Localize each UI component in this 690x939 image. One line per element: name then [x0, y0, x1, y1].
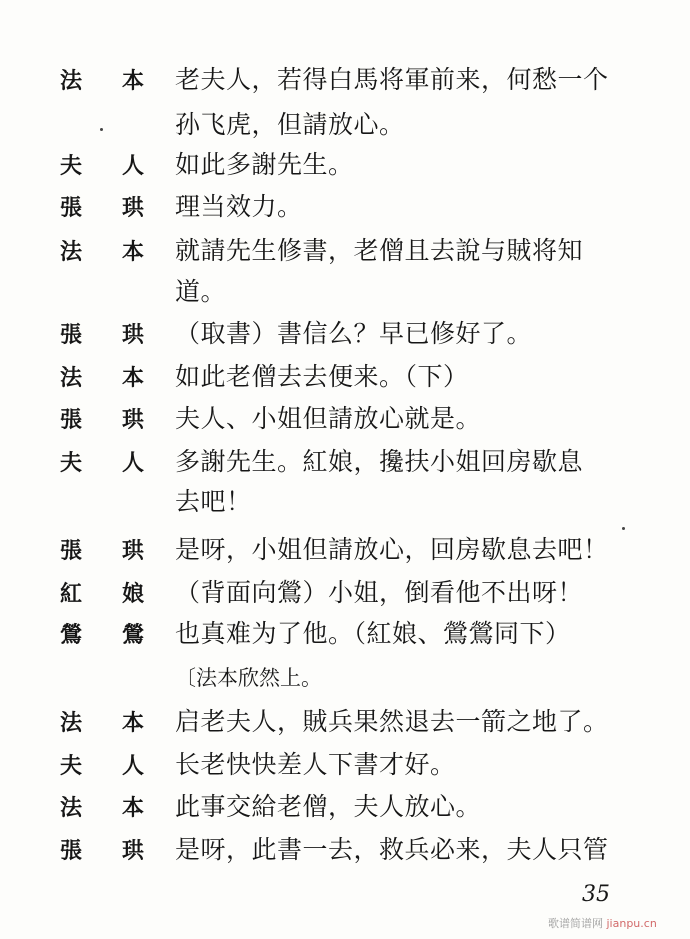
speaker-char-1: 張 — [60, 322, 83, 348]
speaker-char-2: 本 — [122, 710, 145, 736]
watermark-url: jianpu.cn — [606, 917, 657, 930]
dialogue-text: 道。 — [175, 277, 227, 306]
speaker-char-1: 夫 — [60, 450, 83, 476]
dialogue-text: 是呀，小姐但請放心，回房歇息去吧！ — [175, 535, 609, 564]
speaker-char-1: 鶯 — [60, 622, 83, 648]
dialogue-line — [0, 571, 690, 611]
speaker-char-2: 本 — [122, 795, 145, 821]
speaker-char-2: 本 — [122, 365, 145, 391]
speaker-char-2: 娘 — [122, 581, 145, 607]
dialogue-text: 就請先生修書，老僧且去說与賊将知 — [175, 236, 584, 265]
speaker-char-2: 珙 — [122, 838, 145, 864]
dialogue-line — [0, 270, 690, 310]
dialogue-line — [0, 185, 690, 225]
dialogue-text: 如此老僧去去便来。（下） — [175, 362, 469, 391]
print-speck — [100, 128, 103, 131]
speaker-char-2: 珙 — [122, 195, 145, 221]
speaker-char-2: 珙 — [122, 538, 145, 564]
dialogue-text: 启老夫人，賊兵果然退去一箭之地了。 — [175, 707, 609, 736]
speaker-char-1: 法 — [60, 68, 83, 94]
speaker-char-1: 張 — [60, 407, 83, 433]
dialogue-text: 是呀，此書一去，救兵必来，夫人只管 — [175, 835, 609, 864]
dialogue-line — [0, 103, 690, 143]
dialogue-text: 老夫人，若得白馬将軍前来，何愁一个 — [175, 65, 609, 94]
speaker-char-1: 張 — [60, 838, 83, 864]
print-speck — [622, 527, 625, 530]
dialogue-line — [0, 528, 690, 568]
dialogue-text: 长老快快差人下書才好。 — [175, 750, 456, 779]
speaker-char-1: 法 — [60, 710, 83, 736]
dialogue-text: （取書）書信么？早已修好了。 — [175, 319, 533, 348]
speaker-char-1: 法 — [60, 365, 83, 391]
dialogue-line — [0, 480, 690, 520]
dialogue-line — [0, 143, 690, 183]
dialogue-line — [0, 440, 690, 480]
dialogue-text: 去吧！ — [175, 487, 252, 516]
dialogue-text: 多謝先生。紅娘，攙扶小姐回房歇息 — [175, 447, 584, 476]
watermark — [548, 915, 657, 931]
speaker-char-2: 鶯 — [122, 622, 145, 648]
speaker-char-2: 珙 — [122, 407, 145, 433]
speaker-char-1: 張 — [60, 538, 83, 564]
speaker-char-1: 夫 — [60, 753, 83, 779]
dialogue-text: （背面向鶯）小姐，倒看他不出呀！ — [175, 578, 584, 607]
speaker-char-1: 張 — [60, 195, 83, 221]
dialogue-line — [0, 828, 690, 868]
dialogue-line — [0, 312, 690, 352]
dialogue-text: 如此多謝先生。 — [175, 150, 354, 179]
watermark-site: 歌谱简谱网 — [548, 917, 603, 930]
speaker-char-1: 法 — [60, 239, 83, 265]
stage-direction: 〔法本欣然上。 — [175, 666, 322, 690]
speaker-char-1: 紅 — [60, 581, 83, 607]
stage-direction-line — [0, 658, 690, 698]
dialogue-line — [0, 612, 690, 652]
speaker-char-2: 人 — [122, 153, 145, 179]
speaker-char-2: 人 — [122, 450, 145, 476]
page-number: 35 — [582, 882, 610, 907]
speaker-char-2: 人 — [122, 753, 145, 779]
dialogue-line — [0, 229, 690, 269]
dialogue-text: 理当效力。 — [175, 192, 303, 221]
dialogue-line — [0, 743, 690, 783]
dialogue-text: 此事交給老僧，夫人放心。 — [175, 792, 482, 821]
dialogue-text: 孙飞虎，但請放心。 — [175, 110, 405, 139]
dialogue-line — [0, 355, 690, 395]
dialogue-line — [0, 397, 690, 437]
dialogue-text: 也真难为了他。（紅娘、鶯鶯同下） — [175, 619, 571, 648]
speaker-char-2: 本 — [122, 239, 145, 265]
speaker-char-2: 珙 — [122, 322, 145, 348]
speaker-char-1: 法 — [60, 795, 83, 821]
dialogue-line — [0, 58, 690, 98]
speaker-char-2: 本 — [122, 68, 145, 94]
dialogue-line — [0, 700, 690, 740]
speaker-char-1: 夫 — [60, 153, 83, 179]
dialogue-line — [0, 785, 690, 825]
dialogue-text: 夫人、小姐但請放心就是。 — [175, 404, 482, 433]
